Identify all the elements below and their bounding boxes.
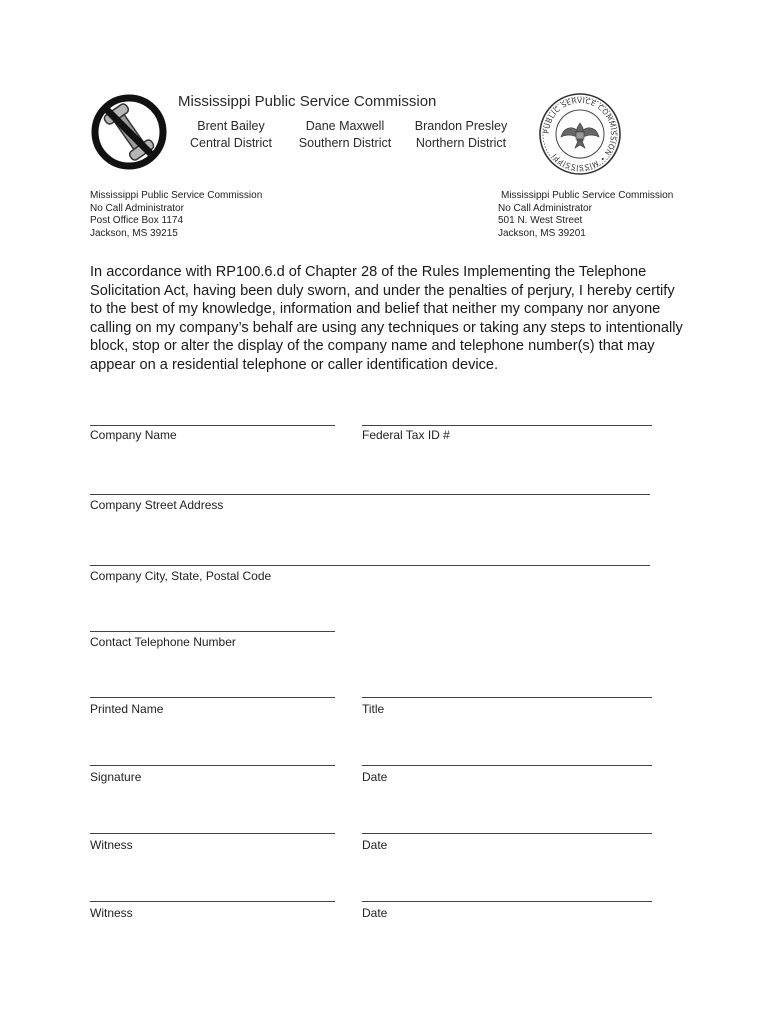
commission-title: Mississippi Public Service Commission xyxy=(178,93,437,110)
signature-line[interactable] xyxy=(90,765,335,766)
address-left xyxy=(90,190,262,240)
address-right xyxy=(498,190,673,240)
city-state-zip-line[interactable] xyxy=(90,565,650,566)
title-label: Title xyxy=(362,702,385,716)
federal-tax-id-line[interactable] xyxy=(362,425,652,426)
contact-phone-label: Contact Telephone Number xyxy=(90,635,236,649)
address-line: Jackson, MS 39201 xyxy=(498,227,586,239)
commissioner-name: Brandon Presley xyxy=(414,119,508,133)
title-line[interactable] xyxy=(362,697,652,698)
address-line: No Call Administrator xyxy=(90,202,184,214)
no-call-logo xyxy=(90,93,168,171)
city-state-zip-label: Company City, State, Postal Code xyxy=(90,569,272,583)
commissioner-district: Central District xyxy=(190,136,272,150)
witness-1-date-line[interactable] xyxy=(362,833,652,834)
printed-name-line[interactable] xyxy=(90,697,335,698)
no-phone-icon xyxy=(90,93,168,171)
signature-date-label: Date xyxy=(362,770,388,784)
witness-1-date-label: Date xyxy=(362,838,388,852)
signature-date-line[interactable] xyxy=(362,765,652,766)
company-name-label: Company Name xyxy=(90,428,177,442)
witness-2-date-label: Date xyxy=(362,906,388,920)
address-line: 501 N. West Street xyxy=(498,215,583,226)
company-name-line[interactable] xyxy=(90,425,335,426)
address-line: Post Office Box 1174 xyxy=(90,215,184,226)
witness-1-label: Witness xyxy=(90,838,133,852)
commission-seal xyxy=(538,92,622,176)
signature-label: Signature xyxy=(90,770,142,784)
witness-2-line[interactable] xyxy=(90,901,335,902)
commissioner-southern xyxy=(294,118,396,152)
commissioner-district: Northern District xyxy=(415,136,507,150)
witness-2-date-line[interactable] xyxy=(362,901,652,902)
commissioner-name: Dane Maxwell xyxy=(305,119,385,133)
witness-2-label: Witness xyxy=(90,906,133,920)
address-line: No Call Administrator xyxy=(498,202,592,214)
contact-phone-line[interactable] xyxy=(90,631,335,632)
street-address-line[interactable] xyxy=(90,494,650,495)
commissioner-district: Southern District xyxy=(298,136,392,150)
commissioner-name: Brent Bailey xyxy=(197,119,265,133)
address-line: Mississippi Public Service Commission xyxy=(501,190,674,201)
commissioner-northern xyxy=(408,118,514,152)
printed-name-label: Printed Name xyxy=(90,702,164,716)
federal-tax-id-label: Federal Tax ID # xyxy=(362,428,450,442)
commissioner-central xyxy=(186,118,276,152)
seal-icon xyxy=(538,92,622,176)
seal-text: PUBLIC SERVICE COMMISSION • MISSISSIPPI xyxy=(541,95,619,173)
witness-1-line[interactable] xyxy=(90,833,335,834)
certification-statement: In accordance with RP100.6.d of Chapter 28 of the Rules Implementing the Telephone Solicitation Act, having been duly sworn, and under the penalties of perjury, I hereby certify to the best of my knowledge, information and belief that neither my company nor anyone calling on my company’s behalf are using any techniques or taking any steps to intentionally block, stop or alter the display of the company name and telephone number(s) that may appear on a residential telephone or caller identification device. xyxy=(90,264,683,373)
address-line: Mississippi Public Service Commission xyxy=(90,190,263,201)
street-address-label: Company Street Address xyxy=(90,498,224,512)
address-line: Jackson, MS 39215 xyxy=(90,227,178,239)
